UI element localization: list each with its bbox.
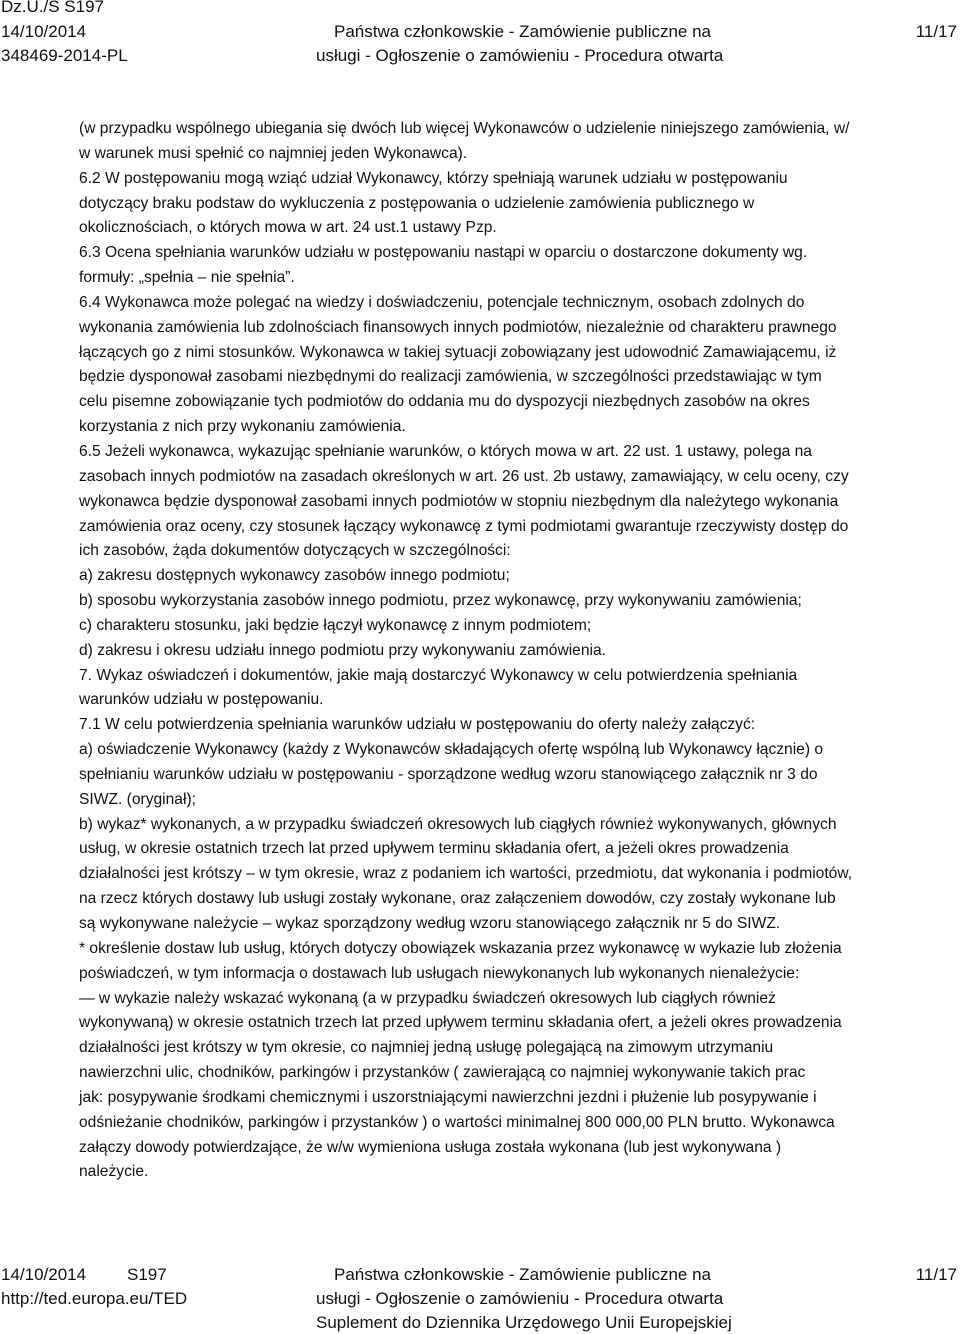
body-line: b) wykaz* wykonanych, a w przypadku świadczeń okresowych lub ciągłych również wykonywanych, głównych	[79, 815, 837, 833]
body-line: 6.2 W postępowaniu mogą wziąć udział Wykonawcy, którzy spełniają warunek udziału w postępowaniu	[79, 169, 788, 187]
footer-date: 14/10/2014	[1, 1265, 87, 1284]
header-date: 14/10/2014	[1, 22, 87, 41]
body-line: a) zakresu dostępnych wykonawcy zasobów innego podmiotu;	[79, 567, 510, 585]
body-line: 7. Wykaz oświadczeń i dokumentów, jakie mają dostarczyć Wykonawcy w celu potwierdzenia spełniania	[79, 666, 798, 684]
header-title-line2: usługi - Ogłoszenie o zamówieniu - Procedura otwarta	[316, 46, 724, 65]
body-line: wykonywaną) w okresie ostatnich trzech lat przed upływem terminu składania ofert, a jeżeli okres prowadzenia	[79, 1014, 842, 1032]
body-line: 6.3 Ocena spełniania warunków udziału w postępowaniu nastąpi w oparciu o dostarczone dokumenty wg.	[79, 244, 808, 262]
body-line: zasobach innych podmiotów na zasadach określonych w art. 26 ust. 2b ustawy, zamawiający, w celu oceny, czy	[79, 467, 849, 485]
body-line: usług, w okresie ostatnich trzech lat przed upływem terminu składania ofert, a jeżeli okres prowadzenia	[79, 840, 789, 858]
body-line: warunków udziału w postępowaniu.	[79, 691, 324, 709]
body-line: będzie dysponował zasobami niezbędnymi do realizacji zamówienia, w szczególności przedstawiając w tym	[79, 368, 822, 386]
body-line: jak: posypywanie środkami chemicznymi i uszorstniającymi nawierzchni jezdni i płużenie lub posypywanie i	[79, 1088, 817, 1106]
footer-title-line1: Państwa członkowskie - Zamówienie publiczne na	[334, 1265, 712, 1284]
header-notice-id: 348469-2014-PL	[1, 46, 128, 65]
body-line: a) oświadczenie Wykonawcy (każdy z Wykonawców składających ofertę wspólną lub Wykonawcy łącznie) o	[79, 741, 824, 759]
body-line: zamówienia oraz oceny, czy stosunek łączący wykonawcę z tymi podmiotami gwarantuje rzeczywisty dostęp do	[79, 517, 849, 535]
document-body	[79, 117, 957, 1185]
body-line: formuły: „spełnia – nie spełnia”.	[79, 269, 295, 287]
body-line: w warunek musi spełnić co najmniej jeden Wykonawca).	[79, 144, 468, 162]
body-line: ich zasobów, żąda dokumentów dotyczących w szczególności:	[79, 542, 511, 560]
body-line: 7.1 W celu potwierdzenia spełniania warunków udziału w postępowaniu do oferty należy załączyć:	[79, 716, 756, 734]
body-line: nawierzchni ulic, chodników, parkingów i przystanków ( zawierającą co najmniej wykonywanie takich prac	[79, 1064, 806, 1082]
body-line: łączących go z nimi stosunków. Wykonawca w takiej sytuacji zobowiązany jest udowodnić Zamawiającemu, iż	[79, 343, 837, 361]
header-doc-ref: Dz.U./S S197	[1, 0, 104, 16]
body-line: załączy dowody potwierdzające, że w/w wymieniona usługa została wykonana (lub jest wykonywana )	[79, 1138, 782, 1156]
body-line: na rzecz których dostawy lub usługi zostały wykonane, oraz załączeniem dowodów, czy zostały wykonane lub	[79, 890, 836, 908]
body-line: d) zakresu i okresu udziału innego podmiotu przy wykonywaniu zamówienia.	[79, 641, 606, 659]
body-line: spełnianiu warunków udziału w postępowaniu - sporządzone według wzoru stanowiącego załącznik nr 3 do	[79, 765, 818, 783]
body-line: celu pisemne zobowiązanie tych podmiotów do oddania mu do dyspozycji niezbędnych zasobów na okres	[79, 393, 810, 411]
body-line: SIWZ. (oryginał);	[79, 790, 196, 808]
body-line: okolicznościach, o których mowa w art. 24 ust.1 ustawy Pzp.	[79, 219, 497, 237]
body-line: działalności jest krótszy w tym okresie, co najmniej jedną usługę polegającą na zimowym utrzymaniu	[79, 1039, 774, 1057]
body-line: 6.4 Wykonawca może polegać na wiedzy i doświadczeniu, potencjale technicznym, osobach zdolnych do	[79, 293, 805, 311]
header-title-line1: Państwa członkowskie - Zamówienie publiczne na	[334, 22, 712, 41]
footer-url-link[interactable]: http://ted.europa.eu/TED	[1, 1289, 188, 1308]
body-line: dotyczący braku podstaw do wykluczenia z postępowania o udzielenie zamówienia publicznego w	[79, 194, 755, 212]
footer-title-line2: usługi - Ogłoszenie o zamówieniu - Procedura otwarta	[316, 1289, 724, 1308]
footer-series: S197	[127, 1265, 167, 1284]
header-page-number: 11/17	[915, 22, 957, 41]
body-line: są wykonywane należycie – wykaz sporządzony według wzoru stanowiącego załącznik nr 5 do SIWZ.	[79, 915, 781, 932]
footer-page-number: 11/17	[915, 1265, 957, 1284]
body-line: c) charakteru stosunku, jaki będzie łączył wykonawcę z innym podmiotem;	[79, 616, 592, 634]
body-line: (w przypadku wspólnego ubiegania się dwóch lub więcej Wykonawców o udzielenie niniejszego zamówienia, w/	[79, 120, 850, 137]
body-line: wykonawca będzie dysponował zasobami innych podmiotów w stopniu niezbędnym dla należytego wykonania	[79, 492, 839, 510]
body-line: odśnieżanie chodników, parkingów i przystanków ) o wartości minimalnej 800 000,00 PLN brutto. Wykonawca	[79, 1113, 835, 1131]
footer-title-line3: Suplement do Dziennika Urzędowego Unii Europejskiej	[316, 1313, 732, 1332]
body-line: korzystania z nich przy wykonaniu zamówienia.	[79, 418, 406, 436]
body-line: b) sposobu wykorzystania zasobów innego podmiotu, przez wykonawcę, przy wykonywaniu zamówienia;	[79, 592, 802, 610]
body-line: — w wykazie należy wskazać wykonaną (a w przypadku świadczeń okresowych lub ciągłych również	[79, 989, 776, 1007]
body-line: 6.5 Jeżeli wykonawca, wykazując spełnianie warunków, o których mowa w art. 22 ust. 1 ustawy, polega na	[79, 442, 812, 460]
body-line: wykonania zamówienia lub zdolnościach finansowych innych podmiotów, niezależnie od charakteru prawnego	[79, 318, 837, 336]
body-line: działalności jest krótszy – w tym okresie, wraz z podaniem ich wartości, przedmiotu, dat wykonania i podmiotów,	[79, 865, 853, 883]
body-line: poświadczeń, w tym informacja o dostawach lub usługach niewykonanych lub wykonanych nienależycie:	[79, 964, 800, 982]
body-line: * określenie dostaw lub usług, których dotyczy obowiązek wskazania przez wykonawcę w wykazie lub złożenia	[79, 939, 842, 957]
body-line: należycie.	[79, 1163, 149, 1181]
